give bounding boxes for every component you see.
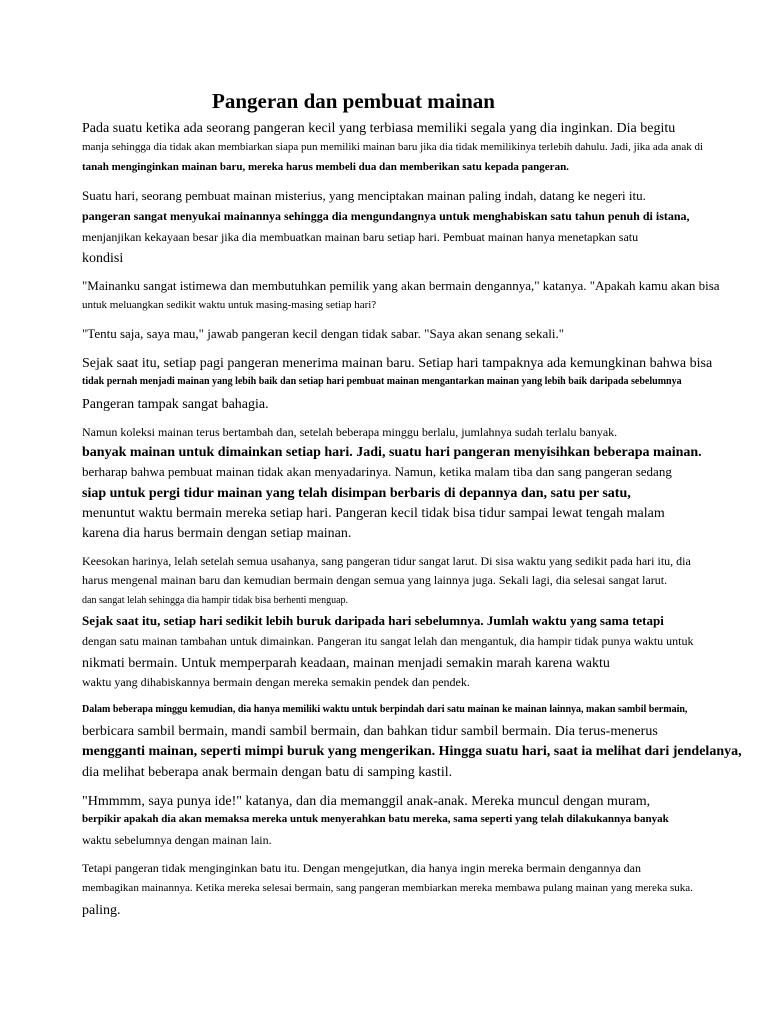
text-line: Suatu hari, seorang pembuat mainan misterius, yang menciptakan mainan paling indah, datang ke negeri itu.: [82, 188, 646, 203]
text-line: "Tentu saja, saya mau," jawab pangeran kecil dengan tidak sabar. "Saya akan senang sekali.": [82, 326, 565, 341]
text-line: Pada suatu ketika ada seorang pangeran kecil yang terbiasa memiliki segala yang dia inginkan. Dia begitu: [82, 121, 676, 136]
text-line: pangeran sangat menyukai mainannya sehingga dia mengundangnya untuk menghabiskan satu tahun penuh di istana,: [82, 209, 690, 223]
text-line: banyak mainan untuk dimainkan setiap hari. Jadi, suatu hari pangeran menyisihkan beberapa mainan.: [82, 445, 702, 460]
text-line: "Hmmmm, saya punya ide!" katanya, dan dia memanggil anak-anak. Mereka muncul dengan muram,: [82, 794, 651, 809]
text-line: kondisi: [82, 251, 124, 266]
text-line: Tetapi pangeran tidak menginginkan batu itu. Dengan mengejutkan, dia hanya ingin mereka bermain dengannya dan: [82, 861, 641, 875]
text-line: Sejak saat itu, setiap pagi pangeran menerima mainan baru. Setiap hari tampaknya ada kemungkinan bahwa bisa: [82, 356, 713, 371]
text-line: "Mainanku sangat istimewa dan membutuhkan pemilik yang akan bermain dengannya," katanya. "Apakah kamu akan bisa: [82, 278, 720, 293]
text-line: karena dia harus bermain dengan setiap mainan.: [82, 526, 352, 541]
text-line: dengan satu mainan tambahan untuk dimainkan. Pangeran itu sangat lelah dan mengantuk, dia hampir tidak punya waktu untuk: [82, 634, 694, 648]
document-title: Pangeran dan pembuat mainan: [212, 89, 495, 113]
text-line: dan sangat lelah sehingga dia hampir tidak bisa berhenti menguap.: [82, 595, 349, 606]
text-line: Pangeran tampak sangat bahagia.: [82, 397, 269, 412]
text-line: Dalam beberapa minggu kemudian, dia hanya memiliki waktu untuk berpindah dari satu mainan ke mainan lainnya, makan sambil bermain,: [82, 704, 688, 715]
text-line: manja sehingga dia tidak akan membiarkan siapa pun memiliki mainan baru jika dia tidak memilikinya terlebih dahulu. Jadi, jika ada anak di: [82, 141, 704, 153]
text-line: Keesokan harinya, lelah setelah semua usahanya, sang pangeran tidur sangat larut. Di sisa waktu yang sedikit pada hari itu, dia: [82, 554, 691, 568]
text-line: waktu yang dihabiskannya bermain dengan mereka semakin pendek dan pendek.: [82, 675, 470, 689]
text-line: mengganti mainan, seperti mimpi buruk yang mengerikan. Hingga suatu hari, saat ia melihat dari jendelanya,: [82, 744, 742, 759]
text-line: waktu sebelumnya dengan mainan lain.: [82, 833, 272, 847]
text-line: berharap bahwa pembuat mainan tidak akan menyadarinya. Namun, ketika malam tiba dan sang pangeran sedang: [82, 464, 672, 479]
text-line: berpikir apakah dia akan memaksa mereka untuk menyerahkan batu mereka, sama seperti yang telah dilakukannya banyak: [82, 813, 669, 825]
text-line: harus mengenal mainan baru dan kemudian bermain dengan semua yang lainnya juga. Sekali lagi, dia selesai sangat larut.: [82, 573, 668, 587]
text-line: siap untuk pergi tidur mainan yang telah disimpan berbaris di depannya dan, satu per satu,: [82, 486, 631, 501]
text-line: Namun koleksi mainan terus bertambah dan, setelah beberapa minggu berlalu, jumlahnya sudah terlalu banyak.: [82, 425, 618, 439]
text-line: tidak pernah menjadi mainan yang lebih baik dan setiap hari pembuat mainan mengantarkan mainan yang lebih baik daripada sebelumnya: [82, 376, 682, 387]
text-line: Sejak saat itu, setiap hari sedikit lebih buruk daripada hari sebelumnya. Jumlah waktu yang sama tetapi: [82, 613, 664, 628]
text-line: paling.: [82, 903, 121, 918]
text-line: menuntut waktu bermain mereka setiap hari. Pangeran kecil tidak bisa tidur sampai lewat tengah malam: [82, 506, 665, 521]
text-line: nikmati bermain. Untuk memperparah keadaan, mainan menjadi semakin marah karena waktu: [82, 656, 610, 671]
text-line: untuk meluangkan sedikit waktu untuk masing-masing setiap hari?: [82, 299, 377, 311]
text-line: berbicara sambil bermain, mandi sambil bermain, dan bahkan tidur sambil bermain. Dia terus-menerus: [82, 724, 658, 739]
text-line: membagikan mainannya. Ketika mereka selesai bermain, sang pangeran membiarkan mereka membawa pulang mainan yang mereka suka.: [82, 882, 693, 894]
text-line: menjanjikan kekayaan besar jika dia membuatkan mainan baru setiap hari. Pembuat mainan hanya menetapkan satu: [82, 230, 639, 244]
text-line: dia melihat beberapa anak bermain dengan batu di samping kastil.: [82, 765, 453, 780]
text-line: tanah menginginkan mainan baru, mereka harus membeli dua dan memberikan satu kepada pangeran.: [82, 161, 569, 173]
